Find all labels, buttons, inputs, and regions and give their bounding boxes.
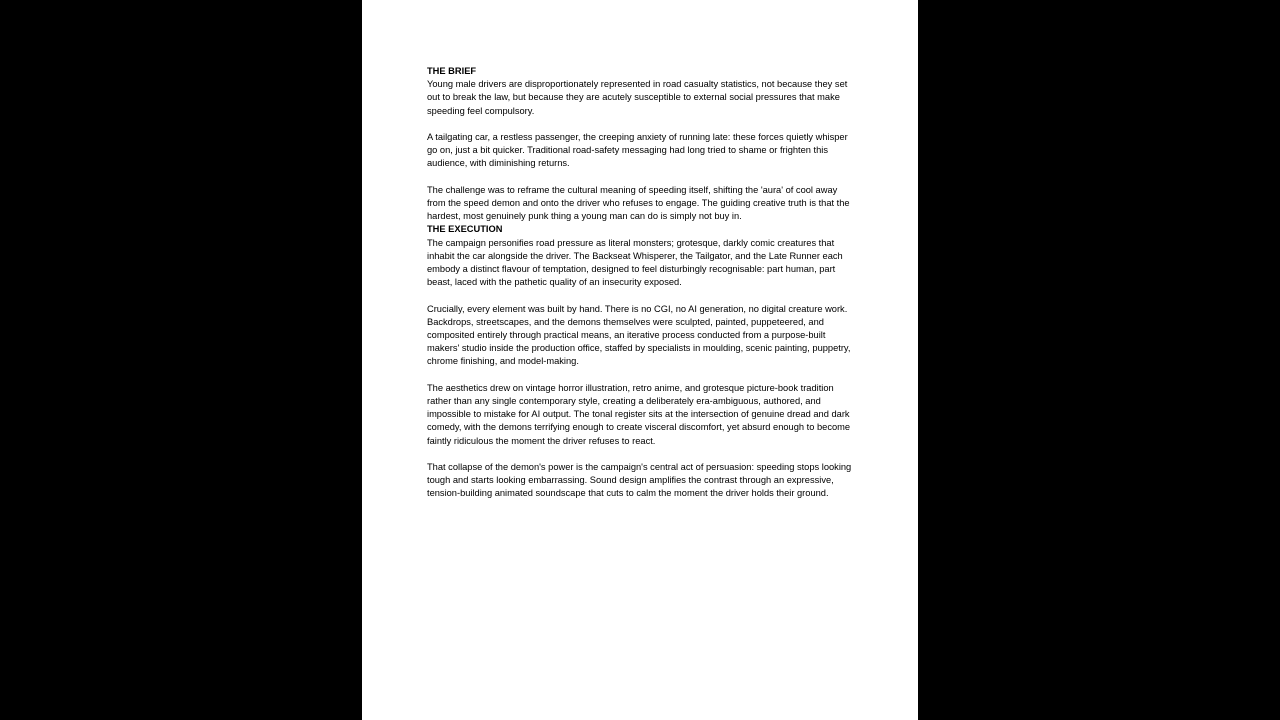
paragraph: Young male drivers are disproportionately represented in road casualty statistics, not because they set out to break the law, but because they are acutely susceptible to external social pressures that make speeding feel compulsory.: [427, 79, 848, 116]
paragraph: A tailgating car, a restless passenger, the creeping anxiety of running late: these forces quietly whisper go on, just a bit quicker. Traditional road-safety messaging had long tried to shame or frighten this audience, with diminishing returns.: [427, 132, 848, 169]
paragraph: The campaign personifies road pressure as literal monsters; grotesque, darkly comic creatures that inhabit the car alongside the driver. The Backseat Whisperer, the Tailgator, and the Late Runner each embody a distinct flavour of temptation, designed to feel disturbingly recognisable: part human, part beast, laced with the pathetic quality of an insecurity exposed.: [427, 237, 843, 288]
paragraph: That collapse of the demon's power is the campaign's central act of persuasion: speeding stops looking tough and starts looking embarrassing. Sound design amplifies the contrast through an expressive, tension-building animated soundscape that cuts to calm the moment the driver holds their ground.: [427, 462, 852, 499]
page-content: [427, 65, 855, 501]
paragraph: The aesthetics drew on vintage horror illustration, retro anime, and grotesque picture-book tradition rather than any single contemporary style, creating a deliberately era-ambiguous, authored, and impossible to mistake for AI output. The tonal register sits at the intersection of genuine dread and dark comedy, with the demons terrifying enough to create visceral discomfort, yet absurd enough to become faintly ridiculous the moment the driver refuses to react.: [427, 382, 851, 446]
section-heading: THE BRIEF: [427, 66, 477, 76]
section-execution: [427, 223, 855, 500]
section-heading: THE EXECUTION: [427, 224, 503, 235]
paragraph: Crucially, every element was built by hand. There is no CGI, no AI generation, no digital creature work. Backdrops, streetscapes, and the demons themselves were sculpted, painted, puppeteered, and composited entirely through practical means, an iterative process conducted from a purpose-built makers' studio inside the production office, staffed by specialists in moulding, scenic painting, puppetry, chrome finishing, and model-making.: [427, 303, 851, 367]
document-page: [362, 0, 918, 720]
section-brief: [427, 65, 855, 223]
paragraph: The challenge was to reframe the cultural meaning of speeding itself, shifting the 'aura' of cool away from the speed demon and onto the driver who refuses to engage. The guiding creative truth is that the hardest, most genuinely punk thing a young man can do is simply not buy in.: [427, 184, 850, 222]
